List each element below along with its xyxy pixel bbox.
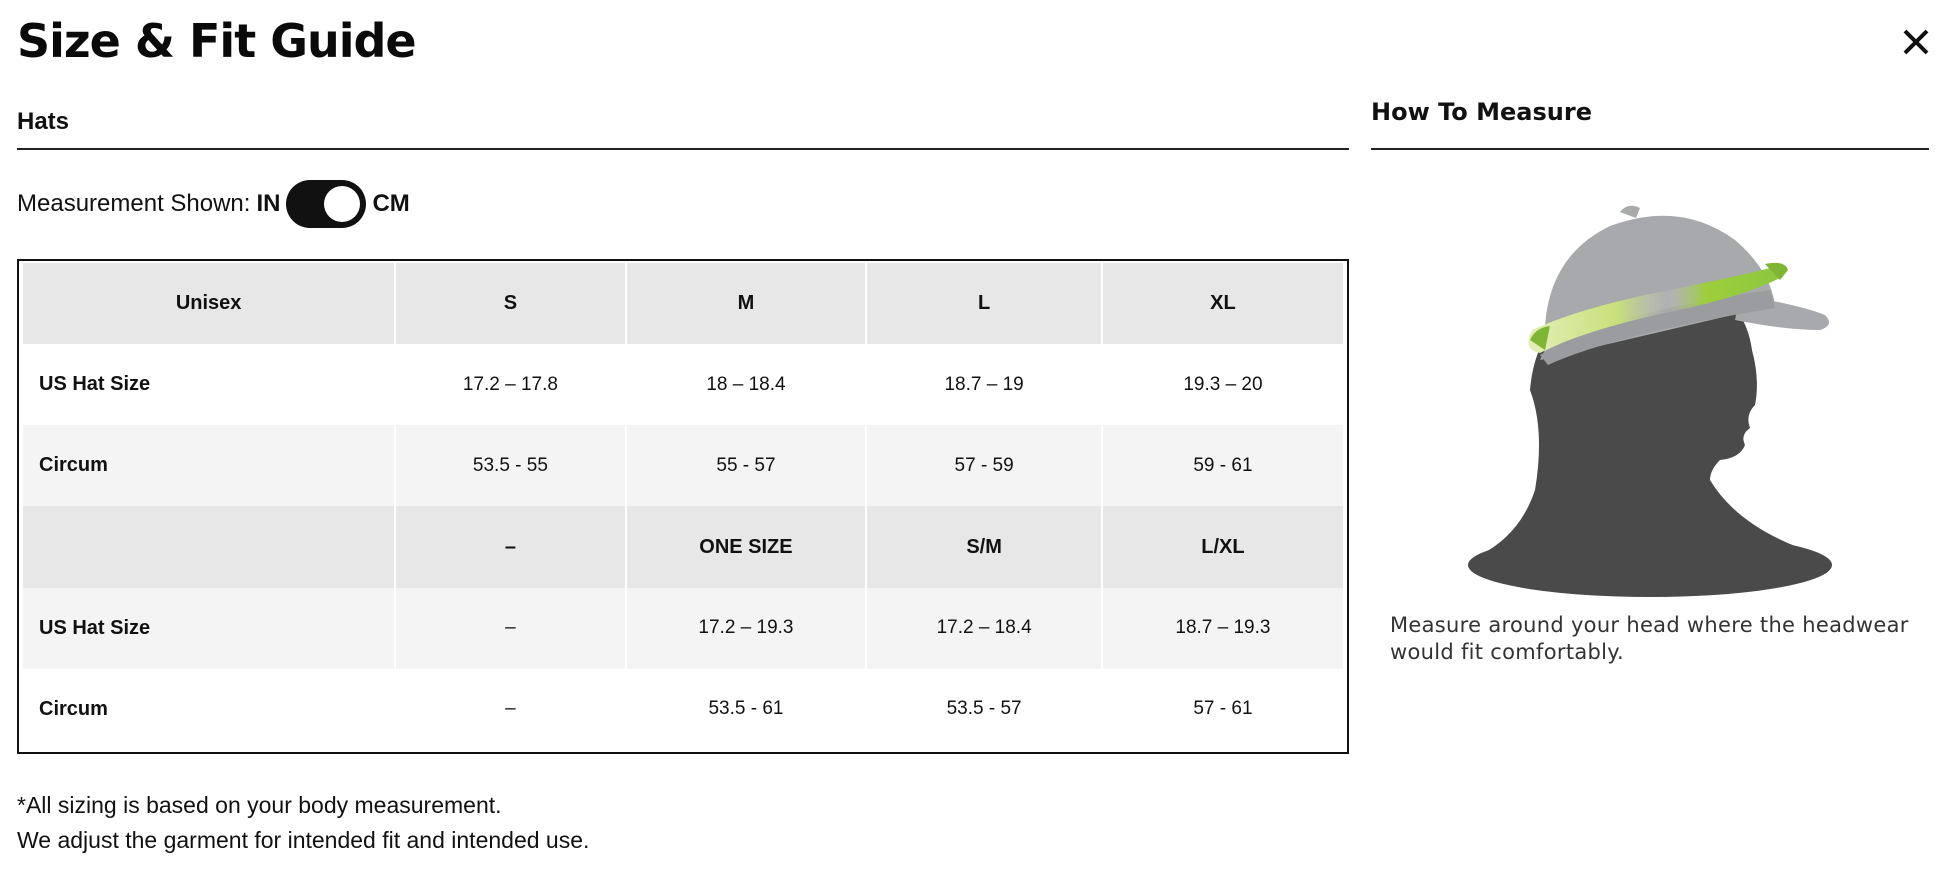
size-table xyxy=(17,259,1349,754)
category-header xyxy=(17,104,1349,150)
category-label: Hats xyxy=(17,108,70,135)
unit-in-label[interactable]: IN xyxy=(256,190,281,217)
unit-toggle[interactable] xyxy=(286,180,366,228)
table-cell: 19.3 – 20 xyxy=(1103,344,1343,425)
unit-cm-label[interactable]: CM xyxy=(372,190,410,217)
measurement-toggle-row xyxy=(17,180,410,228)
table-header-cell: XL xyxy=(1103,263,1343,344)
row-label: Circum xyxy=(23,425,394,506)
table-cell: 57 - 61 xyxy=(1103,669,1343,750)
table-header-row xyxy=(23,506,1343,587)
table-header-cell: Unisex xyxy=(23,263,394,344)
footnote-line: *All sizing is based on your body measurement. xyxy=(17,792,502,818)
table-header-cell: L/XL xyxy=(1103,506,1343,587)
page-title: Size & Fit Guide xyxy=(17,14,416,68)
table-header-cell: – xyxy=(396,506,624,587)
table-header-cell: M xyxy=(627,263,866,344)
table-header-cell: ONE SIZE xyxy=(627,506,866,587)
table-row xyxy=(23,425,1343,506)
how-to-measure-header xyxy=(1371,96,1929,150)
close-button[interactable] xyxy=(1896,22,1936,62)
footnote-line: We adjust the garment for intended fit and intended use. xyxy=(17,827,590,853)
table-cell: 53.5 - 61 xyxy=(627,669,866,750)
table-cell: 57 - 59 xyxy=(867,425,1101,506)
table-cell: 17.2 – 18.4 xyxy=(867,588,1101,669)
row-label: US Hat Size xyxy=(23,588,394,669)
table-row xyxy=(23,588,1343,669)
row-label: US Hat Size xyxy=(23,344,394,425)
table-cell: 18.7 – 19.3 xyxy=(1103,588,1343,669)
measurement-label: Measurement Shown: xyxy=(17,190,251,217)
row-label: Circum xyxy=(23,669,394,750)
sizing-footnote xyxy=(17,788,589,858)
table-cell: 17.2 – 19.3 xyxy=(627,588,866,669)
table-cell: 59 - 61 xyxy=(1103,425,1343,506)
how-to-measure-heading: How To Measure xyxy=(1371,98,1592,126)
how-to-measure-text: Measure around your head where the headwear would fit comfortably. xyxy=(1390,613,1909,664)
head-with-cap-icon xyxy=(1440,190,1840,610)
table-header-row xyxy=(23,263,1343,344)
table-header-cell xyxy=(23,506,394,587)
close-icon xyxy=(1901,27,1931,57)
head-measure-illustration xyxy=(1440,190,1840,615)
table-header-cell: S xyxy=(396,263,624,344)
table-cell: 18.7 – 19 xyxy=(867,344,1101,425)
toggle-knob xyxy=(324,186,360,222)
table-cell: – xyxy=(396,669,624,750)
table-header-cell: S/M xyxy=(867,506,1101,587)
table-cell: 55 - 57 xyxy=(627,425,866,506)
table-header-cell: L xyxy=(867,263,1101,344)
table-cell: 53.5 - 55 xyxy=(396,425,624,506)
table-cell: 53.5 - 57 xyxy=(867,669,1101,750)
table-row xyxy=(23,344,1343,425)
table-cell: – xyxy=(396,588,624,669)
table-cell: 17.2 – 17.8 xyxy=(396,344,624,425)
table-cell: 18 – 18.4 xyxy=(627,344,866,425)
table-row xyxy=(23,669,1343,750)
